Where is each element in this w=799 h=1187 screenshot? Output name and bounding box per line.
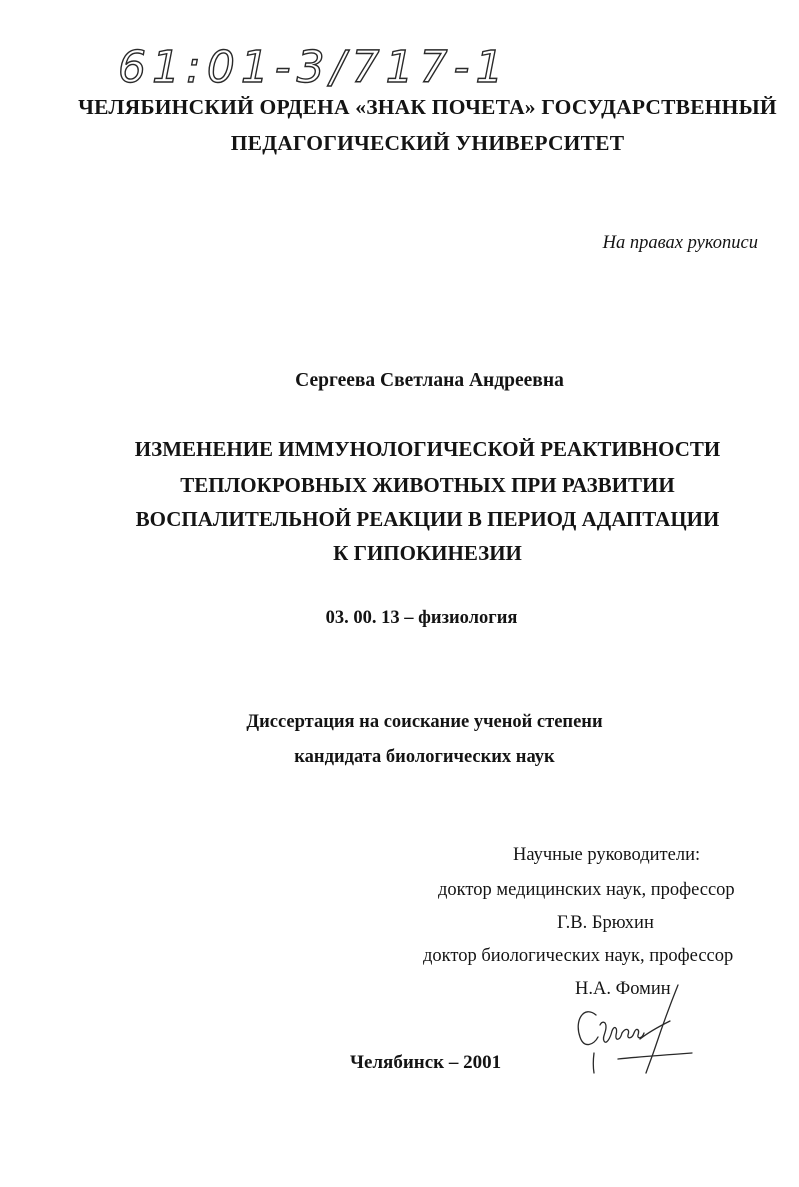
- supervisor-1-degree: доктор медицинских наук, профессор: [438, 880, 735, 900]
- dissertation-line-1: Диссертация на соискание ученой степени: [246, 712, 603, 732]
- supervisor-2-name: Н.А. Фомин: [575, 979, 671, 999]
- dissertation-line-2: кандидата биологических наук: [294, 747, 555, 767]
- city-and-year: Челябинск – 2001: [350, 1052, 502, 1073]
- author-name: Сергеева Светлана Андреевна: [295, 370, 564, 391]
- university-name-line-2: ПЕДАГОГИЧЕСКИЙ УНИВЕРСИТЕТ: [230, 131, 625, 155]
- thesis-title-line-1: ИЗМЕНЕНИЕ ИММУНОЛОГИЧЕСКОЙ РЕАКТИВНОСТИ: [134, 437, 721, 461]
- manuscript-rights-note: На правах рукописи: [602, 233, 758, 253]
- thesis-title-line-2: ТЕПЛОКРОВНЫХ ЖИВОТНЫХ ПРИ РАЗВИТИИ: [180, 473, 675, 497]
- thesis-title-line-4: К ГИПОКИНЕЗИИ: [333, 541, 522, 565]
- handwritten-signature: [566, 975, 696, 1075]
- specialty-code: 03. 00. 13 – физиология: [325, 608, 518, 628]
- archive-code-text: 61:01-3/717-1: [118, 42, 510, 93]
- supervisor-1-name: Г.В. Брюхин: [557, 913, 654, 933]
- supervisors-heading: Научные руководители:: [513, 845, 701, 865]
- handwritten-archive-code: [118, 30, 518, 100]
- supervisor-2-degree: доктор биологических наук, профессор: [423, 946, 734, 966]
- university-name-line-1: ЧЕЛЯБИНСКИЙ ОРДЕНА «ЗНАК ПОЧЕТА» ГОСУДАРСТВЕННЫЙ: [78, 95, 777, 119]
- thesis-title-line-3: ВОСПАЛИТЕЛЬНОЙ РЕАКЦИИ В ПЕРИОД АДАПТАЦИИ: [135, 507, 720, 531]
